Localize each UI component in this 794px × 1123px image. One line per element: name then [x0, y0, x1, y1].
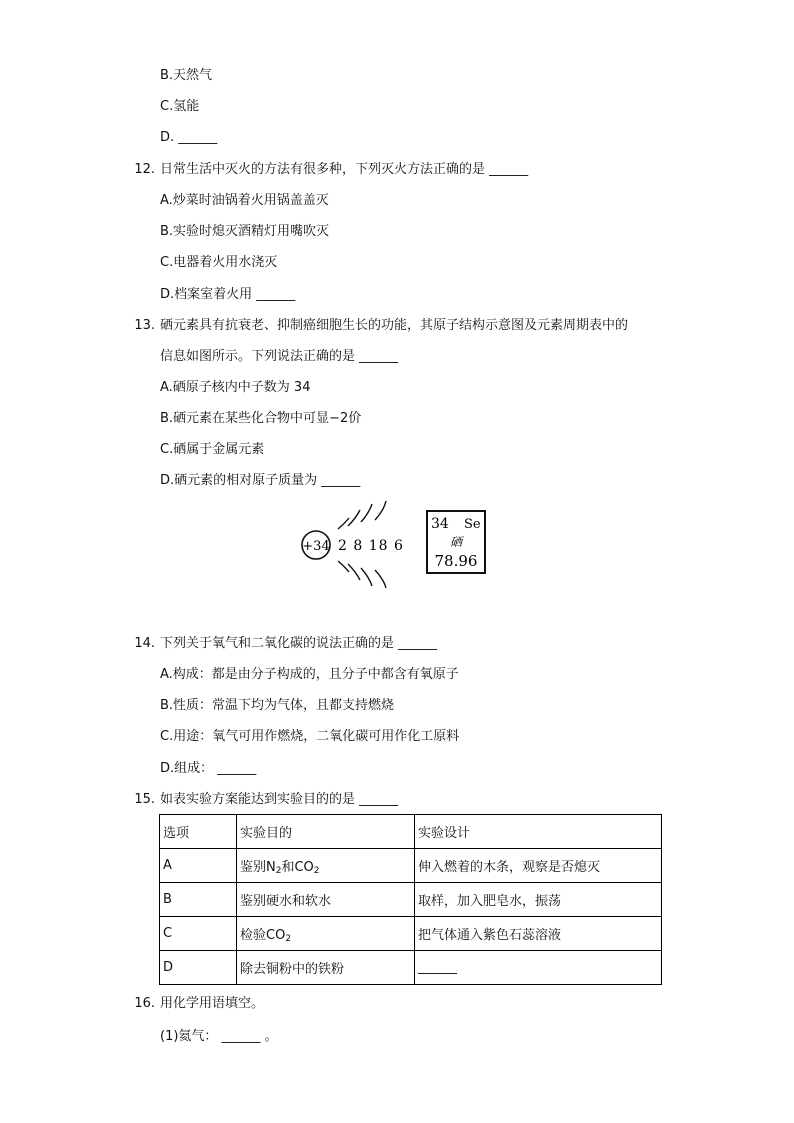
q13-option-a: A.硒原子核内中子数为 34 — [160, 380, 311, 395]
atomic-mass: 78.96 — [434, 552, 478, 570]
row-d-purpose: 除去铜粉中的铁粉 — [237, 951, 415, 985]
row-a-purpose-text-mid: 和CO — [281, 859, 314, 875]
q11-option-b: B.天然气 — [160, 68, 213, 83]
experiment-table — [159, 814, 662, 985]
q16-number: 16. — [134, 996, 155, 1011]
q14-option-b: B.性质：常温下均为气体，且都支持燃烧 — [160, 698, 395, 713]
q13-option-d: D.硒元素的相对原子质量为 ______ — [160, 473, 361, 488]
electron-shells-label: 2 8 18 6 — [338, 538, 404, 554]
row-b-design: 取样，加入肥皂水，振荡 — [415, 883, 662, 917]
q13-stem-line1: 硒元素具有抗衰老、抑制癌细胞生长的功能，其原子结构示意图及元素周期表中的 — [160, 318, 629, 333]
table-row — [160, 849, 662, 883]
shell-arc-1-bottom — [338, 561, 349, 572]
shell-arc-3-top — [361, 504, 372, 522]
row-c-purpose-text: 检验CO — [240, 927, 286, 943]
row-b-purpose: 鉴别硬水和软水 — [237, 883, 415, 917]
q12-option-b: B.实验时熄灭酒精灯用嘴吹灭 — [160, 224, 330, 239]
periodic-table-cell — [427, 511, 485, 573]
row-c-purpose — [237, 917, 415, 951]
q12-option-a: A.炒菜时油锅着火用锅盖盖灭 — [160, 193, 329, 208]
shell-arc-2-top — [348, 510, 360, 526]
element-name: 硒 — [449, 535, 463, 549]
q16-stem: 用化学用语填空。 — [160, 996, 265, 1011]
row-a-option: A — [160, 849, 237, 883]
q12-number: 12. — [134, 162, 155, 177]
shell-arc-2-bottom — [348, 564, 360, 580]
shell-arc-4-top — [375, 501, 386, 520]
q11-option-c: C.氢能 — [160, 99, 200, 114]
row-d-option: D — [160, 951, 237, 985]
row-b-option: B — [160, 883, 237, 917]
element-symbol: Se — [464, 517, 481, 532]
atomic-structure-diagram — [302, 501, 404, 588]
row-a-purpose-text: 鉴别N — [240, 859, 276, 875]
row-c-purpose-subscript: 2 — [285, 933, 292, 944]
table-row — [160, 917, 662, 951]
row-c-option: C — [160, 917, 237, 951]
q11-option-d: D. ______ — [160, 130, 218, 145]
row-a-design: 伸入燃着的木条，观察是否熄灭 — [415, 849, 662, 883]
q12-option-d: D.档案室着火用 ______ — [160, 287, 296, 302]
row-a-purpose-subscript-2: 2 — [313, 865, 320, 876]
selenium-figure — [296, 498, 496, 590]
table-header-row — [160, 815, 662, 849]
q14-stem: 下列关于氧气和二氧化碳的说法正确的是 ______ — [160, 636, 438, 651]
q14-number: 14. — [134, 636, 155, 651]
row-d-design: ______ — [415, 951, 662, 985]
atomic-number: 34 — [431, 516, 449, 532]
row-a-purpose-subscript-1: 2 — [275, 865, 282, 876]
q15-number: 15. — [134, 792, 155, 807]
shell-arc-4-bottom — [375, 570, 386, 588]
table-row — [160, 883, 662, 917]
header-purpose: 实验目的 — [237, 815, 415, 849]
shell-arc-3-bottom — [361, 568, 372, 586]
q15-stem: 如表实验方案能达到实验目的的是 ______ — [160, 792, 399, 807]
header-design: 实验设计 — [415, 815, 662, 849]
q14-option-d: D.组成： ______ — [160, 761, 257, 776]
header-option: 选项 — [160, 815, 237, 849]
q14-option-c: C.用途：氧气可用作燃烧，二氧化碳可用作化工原料 — [160, 729, 460, 744]
shell-arc-1-top — [338, 518, 349, 529]
q14-option-a: A.构成：都是由分子构成的，且分子中都含有氧原子 — [160, 667, 459, 682]
q13-option-b: B.硒元素在某些化合物中可显−2价 — [160, 411, 362, 426]
row-c-design: 把气体通入紫色石蕊溶液 — [415, 917, 662, 951]
q13-option-c: C.硒属于金属元素 — [160, 442, 265, 457]
q12-option-c: C.电器着火用水浇灭 — [160, 255, 278, 270]
table-row — [160, 951, 662, 985]
q13-stem-line2: 信息如图所示。下列说法正确的是 ______ — [160, 349, 399, 364]
nucleus-charge: +34 — [302, 539, 330, 554]
q12-stem: 日常生活中灭火的方法有很多种，下列灭火方法正确的是 ______ — [160, 162, 529, 177]
row-a-purpose — [237, 849, 415, 883]
q16-item-1: (1)氦气： ______ 。 — [160, 1029, 278, 1044]
q13-number: 13. — [134, 318, 155, 333]
